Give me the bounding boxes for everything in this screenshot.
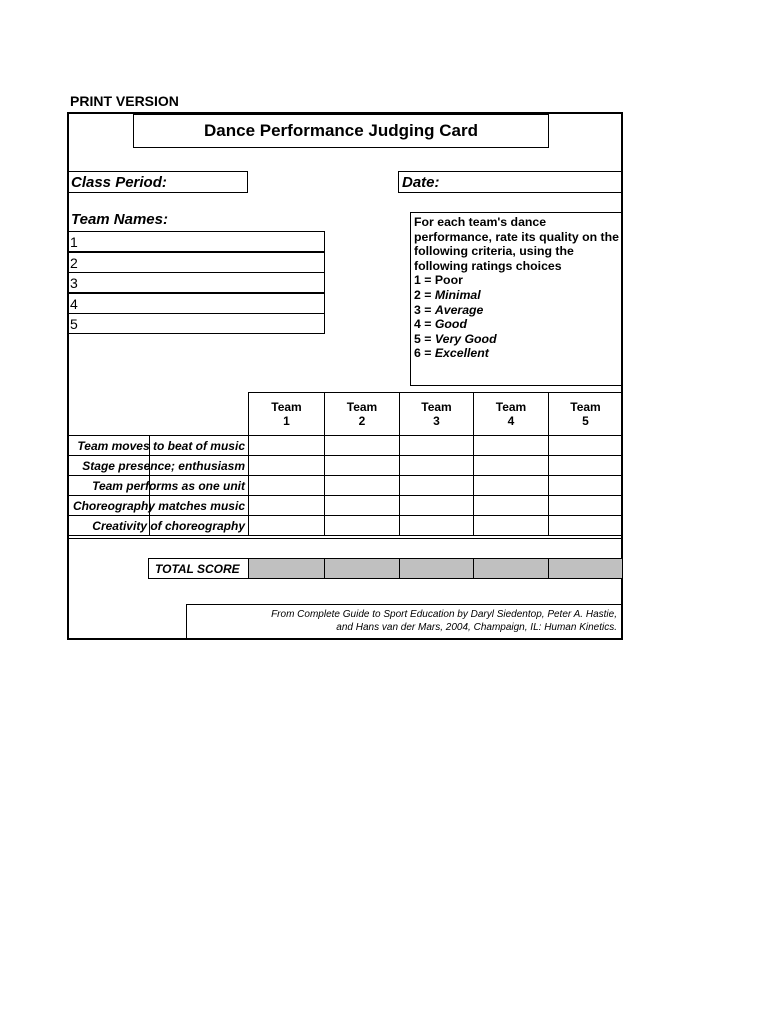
rating-choice-4: 4 = Good <box>414 317 467 332</box>
score-cell[interactable] <box>249 476 325 496</box>
score-cell[interactable] <box>325 456 400 476</box>
team-header-row <box>68 393 623 436</box>
criterion-label: Team performs as one unit <box>68 476 249 496</box>
score-cell[interactable] <box>474 516 549 536</box>
total-score-cell <box>325 559 400 579</box>
rating-choice-3: 3 = Average <box>414 302 484 317</box>
criterion-label: Choreography matches music <box>68 496 249 516</box>
criterion-row <box>68 496 623 516</box>
score-cell[interactable] <box>474 456 549 476</box>
criterion-row <box>68 436 623 456</box>
score-cell[interactable] <box>249 516 325 536</box>
citation-line-1: From Complete Guide to Sport Education by Daryl Siedentop, Peter A. Hastie, <box>271 609 617 620</box>
criterion-label: Stage presence; enthusiasm <box>68 456 249 476</box>
team-name-row-1[interactable] <box>67 231 325 252</box>
criterion-label: Creativity of choreography <box>68 516 249 536</box>
score-cell[interactable] <box>325 476 400 496</box>
score-cell[interactable] <box>249 456 325 476</box>
score-cell[interactable] <box>249 496 325 516</box>
criterion-label: Team moves to beat of music <box>68 436 249 456</box>
score-cell[interactable] <box>549 456 623 476</box>
score-cell[interactable] <box>400 456 474 476</box>
rating-choice-2: 2 = Minimal <box>414 287 481 302</box>
criterion-row <box>68 516 623 536</box>
score-cell[interactable] <box>474 436 549 456</box>
rating-choice-1: 1 = Poor <box>414 273 463 288</box>
team-name-row-3[interactable] <box>67 272 325 293</box>
score-cell[interactable] <box>549 436 623 456</box>
score-cell[interactable] <box>400 516 474 536</box>
team-name-number: 5 <box>70 315 78 332</box>
rating-choice-6: 6 = Excellent <box>414 346 489 361</box>
card-title: Dance Performance Judging Card <box>133 114 549 148</box>
team-names-label: Team Names: <box>71 211 168 228</box>
team-name-number: 4 <box>70 295 78 312</box>
team-name-number: 3 <box>70 274 78 291</box>
team-header-2: Team 2 <box>325 393 400 436</box>
team-name-row-5[interactable] <box>67 313 325 334</box>
score-cell[interactable] <box>400 476 474 496</box>
date-field[interactable] <box>398 171 623 193</box>
team-name-number: 1 <box>70 233 78 250</box>
team-header-5: Team 5 <box>549 393 623 436</box>
score-cell[interactable] <box>549 496 623 516</box>
score-cell[interactable] <box>549 516 623 536</box>
citation-line-2: and Hans van der Mars, 2004, Champaign, IL: Human Kinetics. <box>336 622 617 633</box>
criterion-row <box>68 476 623 496</box>
divider-line <box>67 538 623 539</box>
citation <box>186 604 623 640</box>
team-name-row-2[interactable] <box>67 252 325 273</box>
team-header-1: Team 1 <box>249 393 325 436</box>
total-score-cell <box>400 559 474 579</box>
score-cell[interactable] <box>325 496 400 516</box>
rating-instructions <box>410 212 623 386</box>
score-cell[interactable] <box>400 436 474 456</box>
print-version-label: PRINT VERSION <box>70 93 179 109</box>
total-score-cell <box>249 559 325 579</box>
score-cell[interactable] <box>325 436 400 456</box>
total-score-cell <box>474 559 549 579</box>
date-label: Date: <box>402 173 440 191</box>
score-cell[interactable] <box>249 436 325 456</box>
score-cell[interactable] <box>474 496 549 516</box>
score-cell[interactable] <box>549 476 623 496</box>
total-score-row <box>148 558 623 579</box>
team-name-number: 2 <box>70 254 78 271</box>
class-period-label: Class Period: <box>71 173 167 191</box>
total-score-cell <box>549 559 623 579</box>
score-cell[interactable] <box>400 496 474 516</box>
total-score-label: TOTAL SCORE <box>149 559 249 579</box>
scoring-table <box>67 392 623 556</box>
team-header-3: Team 3 <box>400 393 474 436</box>
score-cell[interactable] <box>474 476 549 496</box>
score-cell[interactable] <box>325 516 400 536</box>
class-period-field[interactable] <box>67 171 248 193</box>
criterion-row <box>68 456 623 476</box>
rating-choice-5: 5 = Very Good <box>414 331 497 346</box>
team-header-4: Team 4 <box>474 393 549 436</box>
team-name-row-4[interactable] <box>67 293 325 314</box>
instructions-intro: For each team's dance performance, rate its quality on the following criteria, using the following ratings choices <box>414 215 619 273</box>
